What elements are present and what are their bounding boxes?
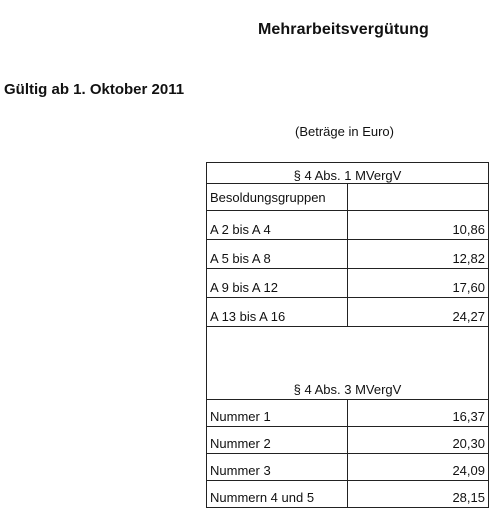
table-row [207, 427, 489, 454]
row-label: Nummer 2 [207, 427, 348, 454]
row-label: A 5 bis A 8 [207, 240, 348, 269]
column-header-row [207, 184, 489, 211]
table-row [207, 269, 489, 298]
row-value: 24,09 [348, 454, 489, 481]
table-row [207, 211, 489, 240]
row-label: A 2 bis A 4 [207, 211, 348, 240]
row-value: 16,37 [348, 400, 489, 427]
section-title-abs1: § 4 Abs. 1 MVergV [207, 163, 489, 184]
table-row [207, 481, 489, 508]
row-value: 28,15 [348, 481, 489, 508]
row-label: Nummer 1 [207, 400, 348, 427]
currency-note: (Beträge in Euro) [295, 124, 394, 139]
table-row [207, 454, 489, 481]
section-header-row [207, 163, 489, 184]
column-header-besoldungsgruppen: Besoldungsgruppen [207, 184, 348, 211]
valid-from-heading: Gültig ab 1. Oktober 2011 [4, 81, 185, 98]
table-row [207, 400, 489, 427]
table-row [207, 298, 489, 327]
page-title: Mehrarbeitsvergütung [258, 21, 429, 38]
section-title-abs3: § 4 Abs. 3 MVergV [207, 327, 489, 400]
row-value: 12,82 [348, 240, 489, 269]
row-value: 17,60 [348, 269, 489, 298]
row-label: A 9 bis A 12 [207, 269, 348, 298]
section-header-row [207, 327, 489, 400]
row-label: Nummer 3 [207, 454, 348, 481]
rates-table [206, 162, 489, 508]
row-value: 24,27 [348, 298, 489, 327]
row-value: 10,86 [348, 211, 489, 240]
column-header-empty [348, 184, 489, 211]
row-label: A 13 bis A 16 [207, 298, 348, 327]
row-value: 20,30 [348, 427, 489, 454]
row-label: Nummern 4 und 5 [207, 481, 348, 508]
table-row [207, 240, 489, 269]
